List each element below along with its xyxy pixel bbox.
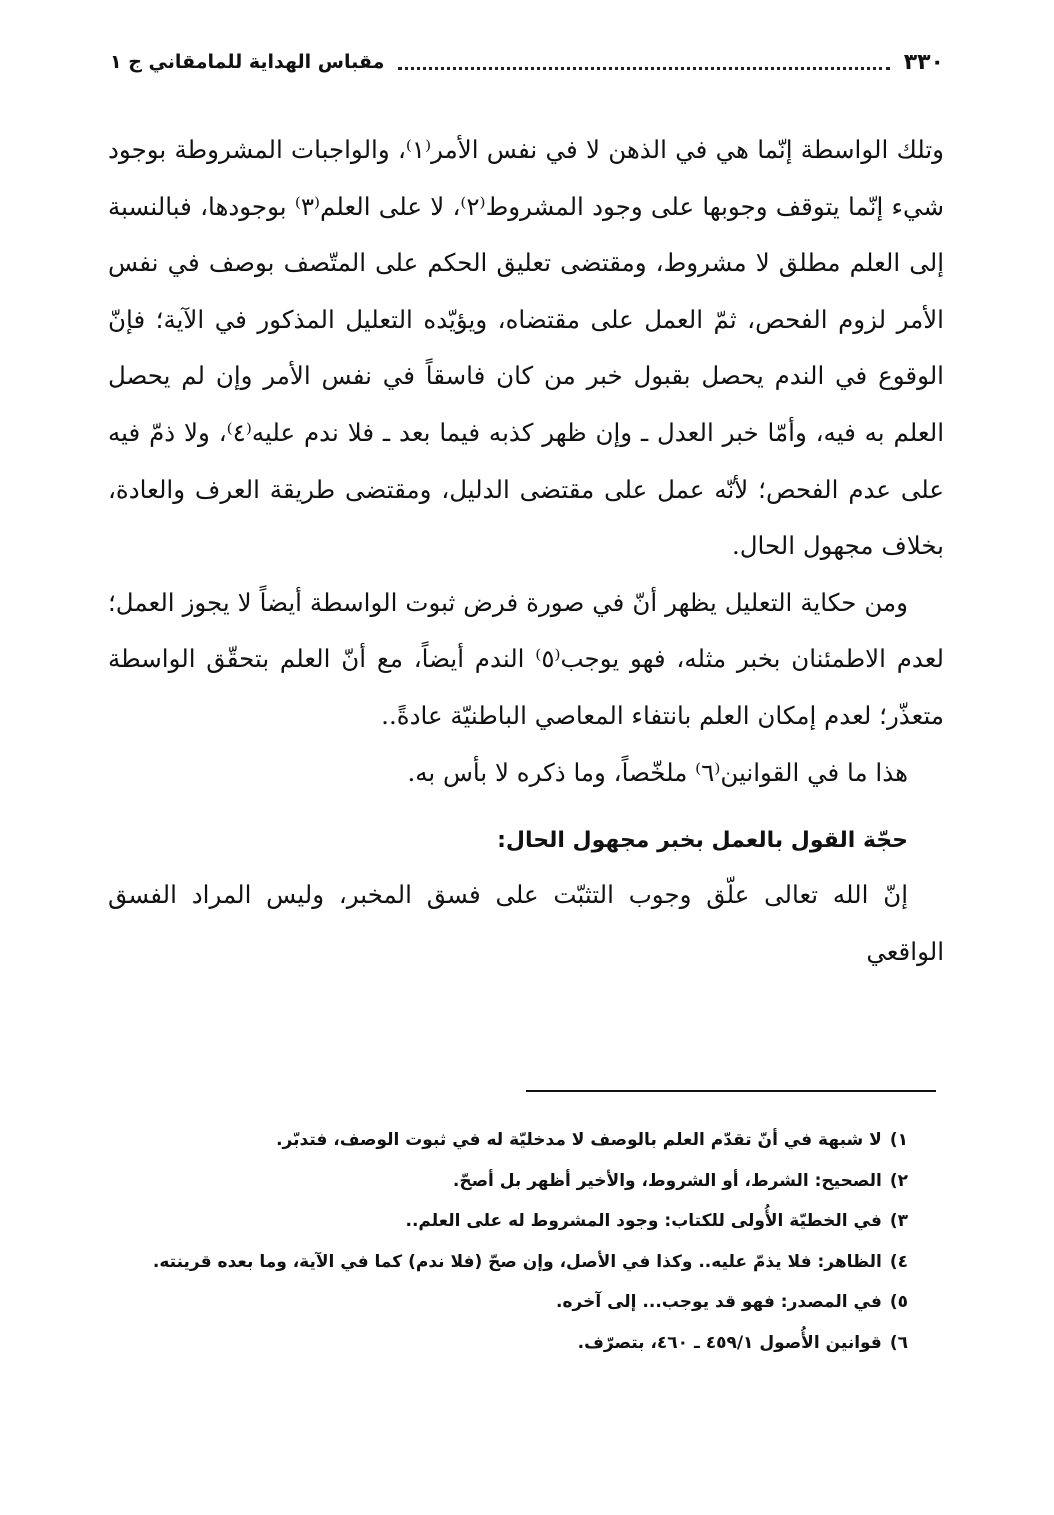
footnote [108,1323,944,1364]
footnote-text: لا شبهة في أنّ تقدّم العلم بالوصف لا مدخليّة له في ثبوت الوصف، فتدبّر. [276,1130,882,1150]
section-heading: حجّة القول بالعمل بخبر مجهول الحال: [497,828,908,854]
main-text [108,122,944,980]
footnote-text: الظاهر: فلا يذمّ عليه.. وكذا في الأصل، وإن صحّ (فلا ندم) كما في الآية، وما بعده قرينته. [152,1251,882,1272]
footnote [108,1201,944,1242]
footnote-number: ١) [889,1130,908,1150]
paragraph: إنّ الله تعالى علّق وجوب التثبّت على فسق المخبر، وليس المراد الفسق الواقعي [108,880,944,966]
footnote [108,1282,944,1323]
footnote-number: ٤) [889,1251,908,1272]
footnote-number: ٢) [889,1170,908,1191]
paragraph: وتلك الواسطة إنّما هي في الذهن لا في نفس الأمر⁽١⁾، والواجبات المشروطة بوجود شيء إنّما يتوقف وجوبها على وجود المشروط⁽٢⁾، لا على العلم⁽٣⁾ بوجودها، فبالنسبة إلى العلم مطلق لا مشروط، ومقتضى تعليق الحكم على المتّصف بوصف في نفس الأمر لزوم الفحص، ثمّ العمل على مقتضاه، ويؤيّده التعليل المذكور في الآية؛ فإنّ الوقوع في الندم يحصل بقبول خبر من كان فاسقاً في نفس الأمر وإن لم يحصل العلم به فيه، وأمّا خبر العدل ـ وإن ظهر كذبه فيما بعد ـ فلا ندم عليه⁽٤⁾، ولا ذمّ فيه على عدم الفحص؛ لأنّه عمل على مقتضى الدليل، ومقتضى طريقة العرف والعادة، بخلاف مجهول الحال. [108,135,945,561]
footnote-text: في المصدر: فهو قد يوجب... إلى آخره. [556,1292,882,1312]
footnotes-list [108,1120,944,1363]
footnote-text: الصحيح: الشرط، أو الشروط، والأخير أظهر بل أصحّ. [452,1170,882,1191]
footnote-number: ٣) [889,1211,908,1231]
footnote-text: في الخطيّة الأُولى للكتاب: وجود المشروط له على العلم.. [405,1211,882,1231]
running-header [110,44,944,80]
footnote-number: ٥) [889,1292,908,1312]
footnote [108,1242,944,1283]
header-dot-leader [398,67,889,70]
paragraph: ومن حكاية التعليل يظهر أنّ في صورة فرض ثبوت الواسطة أيضاً لا يجوز العمل؛ لعدم الاطمئنان بخبر مثله، فهو يوجب⁽٥⁾ الندم أيضاً، مع أنّ العلم بتحقّق الواسطة متعذّر؛ لعدم إمكان العلم بانتفاء المعاصي الباطنيّة عادةً.. [108,587,945,730]
footnote [108,1120,944,1161]
footnote-number: ٦) [889,1332,908,1353]
footnote [108,1161,944,1202]
page-number: ٣٣٠ [903,49,944,75]
footnote-text: قوانين الأُصول ٤٥٩/١ ـ ٤٦٠، بتصرّف. [577,1332,882,1353]
paragraph: هذا ما في القوانين⁽٦⁾ ملخّصاً، وما ذكره لا بأس به. [407,757,908,787]
book-title: مقباس الهداية للمامقاني ج ١ [110,51,385,73]
footnote-separator [526,1090,936,1092]
